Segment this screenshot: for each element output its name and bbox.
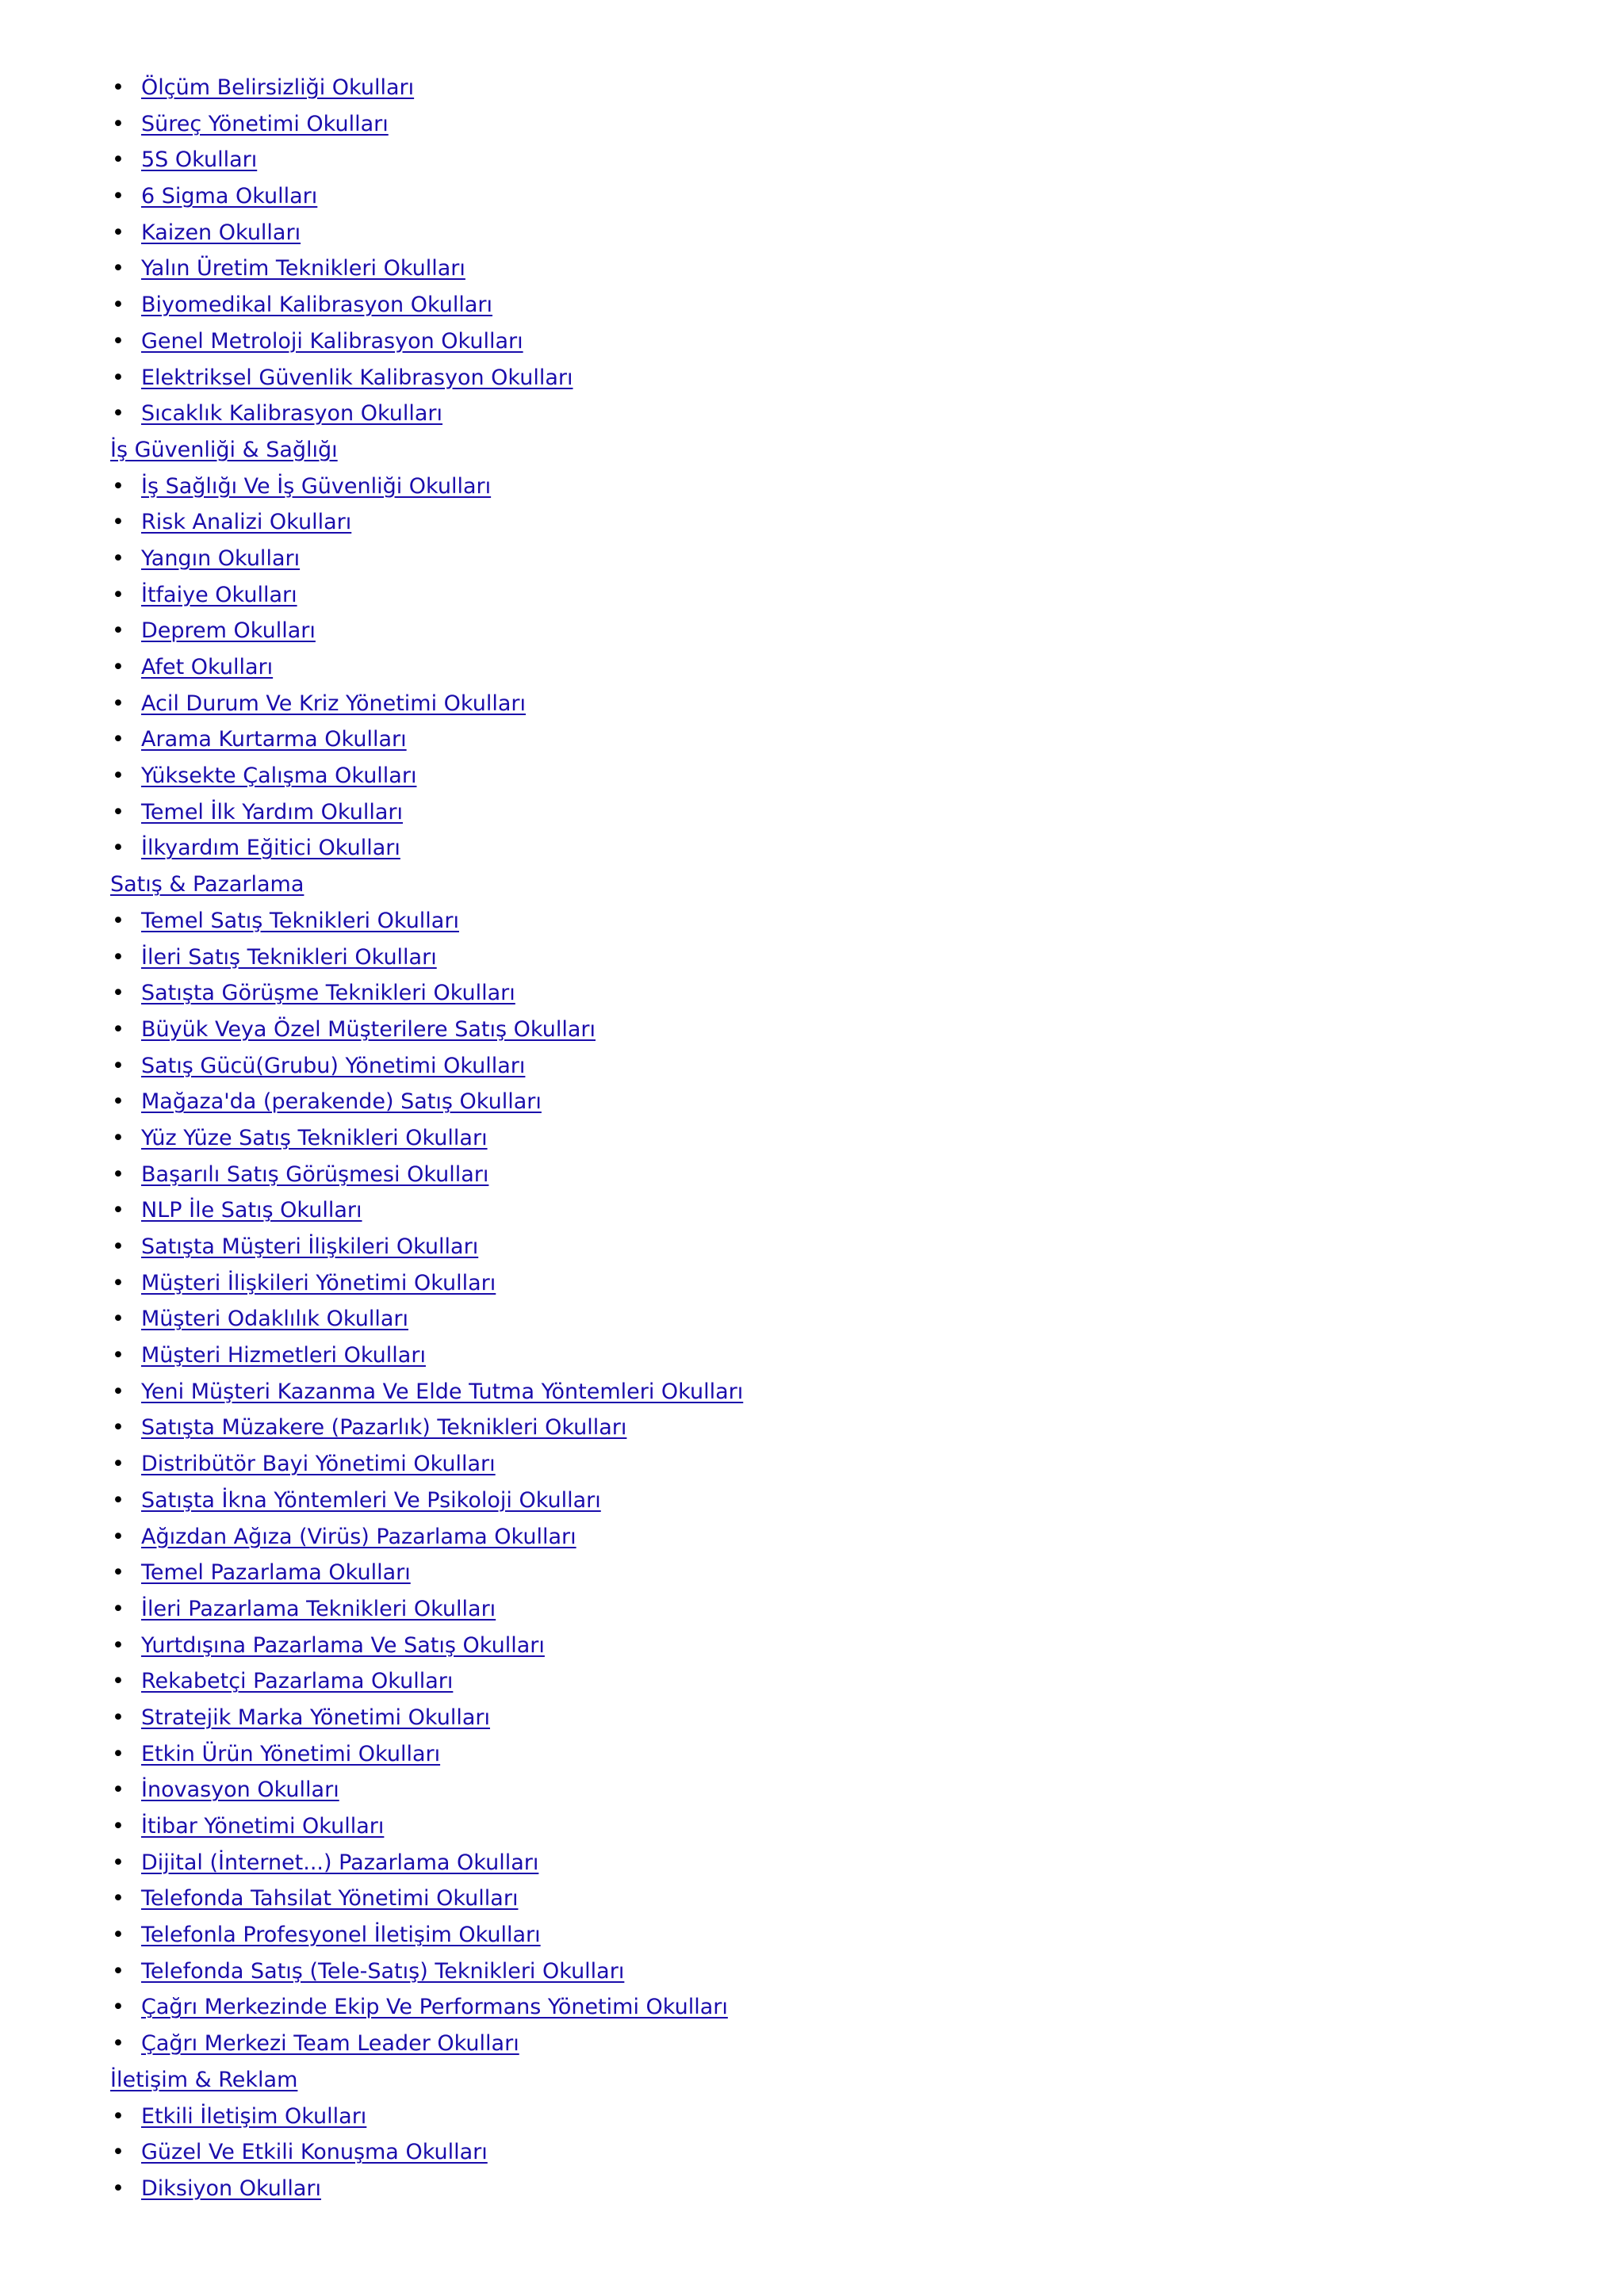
bullet-dot-icon: •	[112, 510, 124, 535]
bullet-dot-icon: •	[112, 582, 124, 607]
bullet-dot-icon: •	[112, 1705, 124, 1730]
section-heading	[110, 432, 1538, 469]
bullet-dot-icon: •	[112, 147, 124, 173]
list-item-link[interactable]: Telefonda Satış (Tele-Satış) Teknikleri Okulları	[141, 1958, 625, 1984]
list-item	[110, 1736, 1538, 1773]
list-item	[110, 975, 1538, 1012]
bullet-dot-icon: •	[112, 111, 124, 136]
bullet-dot-icon: •	[112, 1125, 124, 1150]
list-item-link[interactable]: Telefonla Profesyonel İletişim Okulları	[141, 1923, 541, 1948]
bullet-dot-icon: •	[112, 981, 124, 1006]
list-item-link[interactable]: Acil Durum Ve Kriz Yönetimi Okulları	[141, 691, 526, 716]
list-item-link[interactable]: Biyomedikal Kalibrasyon Okulları	[141, 293, 493, 318]
bullet-dot-icon: •	[112, 1958, 124, 1984]
list-item	[110, 2171, 1538, 2207]
bullet-dot-icon: •	[112, 1886, 124, 1911]
list-item-link[interactable]: Çağrı Merkezi Team Leader Okulları	[141, 2031, 519, 2057]
bullet-dot-icon: •	[112, 1487, 124, 1513]
list-item	[110, 1628, 1538, 1664]
list-item-link[interactable]: Etkili İletişim Okulları	[141, 2103, 367, 2129]
list-item-link[interactable]: Etkin Ürün Yönetimi Okulları	[141, 1741, 441, 1766]
list-item-link[interactable]: Yurtdışına Pazarlama Ve Satış Okulları	[141, 1632, 545, 1658]
bullet-dot-icon: •	[112, 1089, 124, 1115]
list-item	[110, 1989, 1538, 2026]
list-item	[110, 1301, 1538, 1337]
bullet-dot-icon: •	[112, 1307, 124, 1332]
bullet-dot-icon: •	[112, 1452, 124, 1477]
list-item-link[interactable]: NLP İle Satış Okulları	[141, 1198, 362, 1223]
bullet-dot-icon: •	[112, 836, 124, 861]
list-item-link[interactable]: İnovasyon Okulları	[141, 1777, 339, 1803]
list-item	[110, 178, 1538, 215]
list-item-link[interactable]: Temel Pazarlama Okulları	[141, 1560, 411, 1586]
bullet-dot-icon: •	[112, 220, 124, 245]
bullet-dot-icon: •	[112, 1741, 124, 1766]
list-item	[110, 1337, 1538, 1374]
link-list-page	[110, 70, 1538, 2207]
bullet-dot-icon: •	[112, 1669, 124, 1694]
list-item-link[interactable]: Risk Analizi Okulları	[141, 510, 352, 535]
bullet-dot-icon: •	[112, 1596, 124, 1621]
bullet-dot-icon: •	[112, 473, 124, 499]
bullet-dot-icon: •	[112, 1415, 124, 1441]
bullet-dot-icon: •	[112, 799, 124, 825]
list-item-link[interactable]: Rekabetçi Pazarlama Okulları	[141, 1669, 454, 1694]
list-item-link[interactable]: Distribütör Bayi Yönetimi Okulları	[141, 1452, 496, 1477]
list-item	[110, 1483, 1538, 1519]
list-item	[110, 649, 1538, 686]
list-item-link[interactable]: Çağrı Merkezinde Ekip Ve Performans Yönetimi Okulları	[141, 1995, 728, 2020]
list-item	[110, 1881, 1538, 1917]
bullet-dot-icon: •	[112, 1995, 124, 2020]
bullet-dot-icon: •	[112, 75, 124, 100]
bullet-dot-icon: •	[112, 1379, 124, 1404]
list-item-link[interactable]: 6 Sigma Okulları	[141, 184, 318, 209]
list-item-link[interactable]: Elektriksel Güvenlik Kalibrasyon Okulları	[141, 365, 573, 390]
list-item	[110, 1374, 1538, 1410]
bullet-dot-icon: •	[112, 727, 124, 752]
bullet-dot-icon: •	[112, 328, 124, 354]
list-item-link[interactable]: Kaizen Okulları	[141, 220, 301, 245]
list-item	[110, 1048, 1538, 1085]
list-item	[110, 2099, 1538, 2135]
list-item-link[interactable]: İleri Satış Teknikleri Okulları	[141, 944, 437, 970]
list-item-link[interactable]: 5S Okulları	[141, 147, 258, 173]
list-item-link[interactable]: İş Sağlığı Ve İş Güvenliği Okulları	[141, 473, 492, 499]
list-item	[110, 794, 1538, 831]
list-item	[110, 1917, 1538, 1954]
bullet-dot-icon: •	[112, 1632, 124, 1658]
bullet-dot-icon: •	[112, 1053, 124, 1078]
list-item-link[interactable]: İleri Pazarlama Teknikleri Okulları	[141, 1596, 496, 1621]
list-item	[110, 1808, 1538, 1845]
list-item-link[interactable]: Telefonda Tahsilat Yönetimi Okulları	[141, 1886, 519, 1911]
list-item	[110, 1265, 1538, 1302]
bullet-dot-icon: •	[112, 655, 124, 679]
bullet-dot-icon: •	[112, 1161, 124, 1187]
list-item-link[interactable]: İtibar Yönetimi Okulları	[141, 1814, 385, 1839]
bullet-dot-icon: •	[112, 763, 124, 789]
bullet-dot-icon: •	[112, 1850, 124, 1875]
list-item	[110, 939, 1538, 976]
list-item-link[interactable]: Satışta Müzakere (Pazarlık) Teknikleri Okulları	[141, 1415, 627, 1441]
list-item	[110, 1700, 1538, 1736]
list-item-link[interactable]: Temel İlk Yardım Okulları	[141, 799, 403, 825]
bullet-dot-icon: •	[112, 944, 124, 970]
bullet-dot-icon: •	[112, 545, 124, 571]
list-item	[110, 577, 1538, 614]
list-item	[110, 903, 1538, 939]
list-item	[110, 721, 1538, 758]
list-item-link[interactable]: Satışta Görüşme Teknikleri Okulları	[141, 981, 515, 1006]
list-item	[110, 287, 1538, 323]
list-item	[110, 686, 1538, 722]
list-item-link[interactable]: Arama Kurtarma Okulları	[141, 727, 407, 752]
list-item	[110, 396, 1538, 432]
list-item-link[interactable]: Müşteri Odaklılık Okulları	[141, 1307, 408, 1332]
list-item	[110, 2026, 1538, 2062]
list-item-link[interactable]: Deprem Okulları	[141, 618, 316, 644]
bullet-dot-icon: •	[112, 1016, 124, 1042]
bullet-dot-icon: •	[112, 1524, 124, 1549]
bullet-dot-icon: •	[112, 365, 124, 390]
list-item-link[interactable]: Güzel Ve Etkili Konuşma Okulları	[141, 2140, 488, 2165]
list-item	[110, 613, 1538, 649]
list-item-link[interactable]: Dijital (İnternet...) Pazarlama Okulları	[141, 1850, 539, 1875]
bullet-dot-icon: •	[112, 908, 124, 933]
section-heading-link[interactable]: İş Güvenliği & Sağlığı	[110, 437, 338, 462]
list-item	[110, 1954, 1538, 1990]
list-item	[110, 1663, 1538, 1700]
bullet-dot-icon: •	[112, 1234, 124, 1259]
list-item-link[interactable]: İtfaiye Okulları	[141, 582, 297, 607]
list-item	[110, 106, 1538, 143]
bullet-dot-icon: •	[112, 1343, 124, 1368]
list-item-link[interactable]: Sıcaklık Kalibrasyon Okulları	[141, 401, 443, 427]
list-item	[110, 541, 1538, 577]
list-item	[110, 251, 1538, 287]
bullet-dot-icon: •	[112, 2175, 124, 2201]
bullet-dot-icon: •	[112, 2103, 124, 2129]
list-item	[110, 142, 1538, 178]
bullet-dot-icon: •	[112, 2140, 124, 2165]
list-item-link[interactable]: Yeni Müşteri Kazanma Ve Elde Tutma Yöntemleri Okulları	[141, 1379, 744, 1404]
list-item-link[interactable]: Yangın Okulları	[141, 545, 301, 571]
list-item	[110, 1410, 1538, 1446]
list-item	[110, 360, 1538, 396]
bullet-dot-icon: •	[112, 691, 124, 716]
section-heading	[110, 2062, 1538, 2099]
bullet-dot-icon: •	[112, 2031, 124, 2057]
list-item-link[interactable]: Mağaza'da (perakende) Satış Okulları	[141, 1089, 542, 1115]
bullet-dot-icon: •	[112, 618, 124, 644]
list-item-link[interactable]: Satışta İkna Yöntemleri Ve Psikoloji Okulları	[141, 1487, 601, 1513]
list-item	[110, 758, 1538, 794]
bullet-dot-icon: •	[112, 1560, 124, 1586]
bullet-dot-icon: •	[112, 1777, 124, 1803]
list-item	[110, 1012, 1538, 1048]
list-item	[110, 1591, 1538, 1628]
list-item	[110, 504, 1538, 541]
list-item	[110, 1157, 1538, 1193]
list-item	[110, 830, 1538, 867]
list-item-link[interactable]: Ölçüm Belirsizliği Okulları	[141, 75, 415, 100]
bullet-dot-icon: •	[112, 1814, 124, 1839]
list-item-link[interactable]: Büyük Veya Özel Müşterilere Satış Okulları	[141, 1016, 596, 1042]
bullet-dot-icon: •	[112, 1270, 124, 1295]
list-item-link[interactable]: Satışta Müşteri İlişkileri Okulları	[141, 1234, 479, 1259]
list-item-link[interactable]: Temel Satış Teknikleri Okulları	[141, 908, 459, 933]
bullet-dot-icon: •	[112, 1198, 124, 1223]
list-item	[110, 1845, 1538, 1881]
list-item-link[interactable]: Yüz Yüze Satış Teknikleri Okulları	[141, 1125, 488, 1150]
list-item-link[interactable]: Ağızdan Ağıza (Virüs) Pazarlama Okulları	[141, 1524, 576, 1549]
list-item-link[interactable]: Müşteri Hizmetleri Okulları	[141, 1343, 426, 1368]
list-item	[110, 1555, 1538, 1591]
bullet-dot-icon: •	[112, 1923, 124, 1948]
list-item	[110, 2134, 1538, 2171]
bullet-dot-icon: •	[112, 401, 124, 427]
list-item	[110, 323, 1538, 360]
list-item	[110, 1772, 1538, 1808]
list-item	[110, 1084, 1538, 1120]
list-item-link[interactable]: Yüksekte Çalışma Okulları	[141, 763, 417, 789]
list-item-link[interactable]: Genel Metroloji Kalibrasyon Okulları	[141, 328, 523, 354]
list-item	[110, 70, 1538, 106]
list-item	[110, 1446, 1538, 1483]
list-item	[110, 1519, 1538, 1556]
list-item-link[interactable]: Diksiyon Okulları	[141, 2175, 322, 2201]
bullet-dot-icon: •	[112, 293, 124, 318]
section-heading-link[interactable]: İletişim & Reklam	[110, 2067, 298, 2092]
section-heading-link[interactable]: Satış & Pazarlama	[110, 872, 304, 897]
bullet-dot-icon: •	[112, 184, 124, 209]
list-item	[110, 469, 1538, 505]
list-item-link[interactable]: Satış Gücü(Grubu) Yönetimi Okulları	[141, 1053, 526, 1078]
list-item	[110, 1229, 1538, 1265]
list-item-link[interactable]: Stratejik Marka Yönetimi Okulları	[141, 1705, 490, 1730]
list-item-link[interactable]: Müşteri İlişkileri Yönetimi Okulları	[141, 1270, 496, 1295]
list-item-link[interactable]: Afet Okulları	[141, 655, 274, 679]
list-item-link[interactable]: Yalın Üretim Teknikleri Okulları	[141, 256, 465, 281]
list-item-link[interactable]: Başarılı Satış Görüşmesi Okulları	[141, 1161, 489, 1187]
bullet-dot-icon: •	[112, 256, 124, 281]
list-item	[110, 215, 1538, 251]
section-heading	[110, 867, 1538, 903]
list-item	[110, 1120, 1538, 1157]
list-item-link[interactable]: İlkyardım Eğitici Okulları	[141, 836, 400, 861]
list-item	[110, 1192, 1538, 1229]
list-item-link[interactable]: Süreç Yönetimi Okulları	[141, 111, 389, 136]
